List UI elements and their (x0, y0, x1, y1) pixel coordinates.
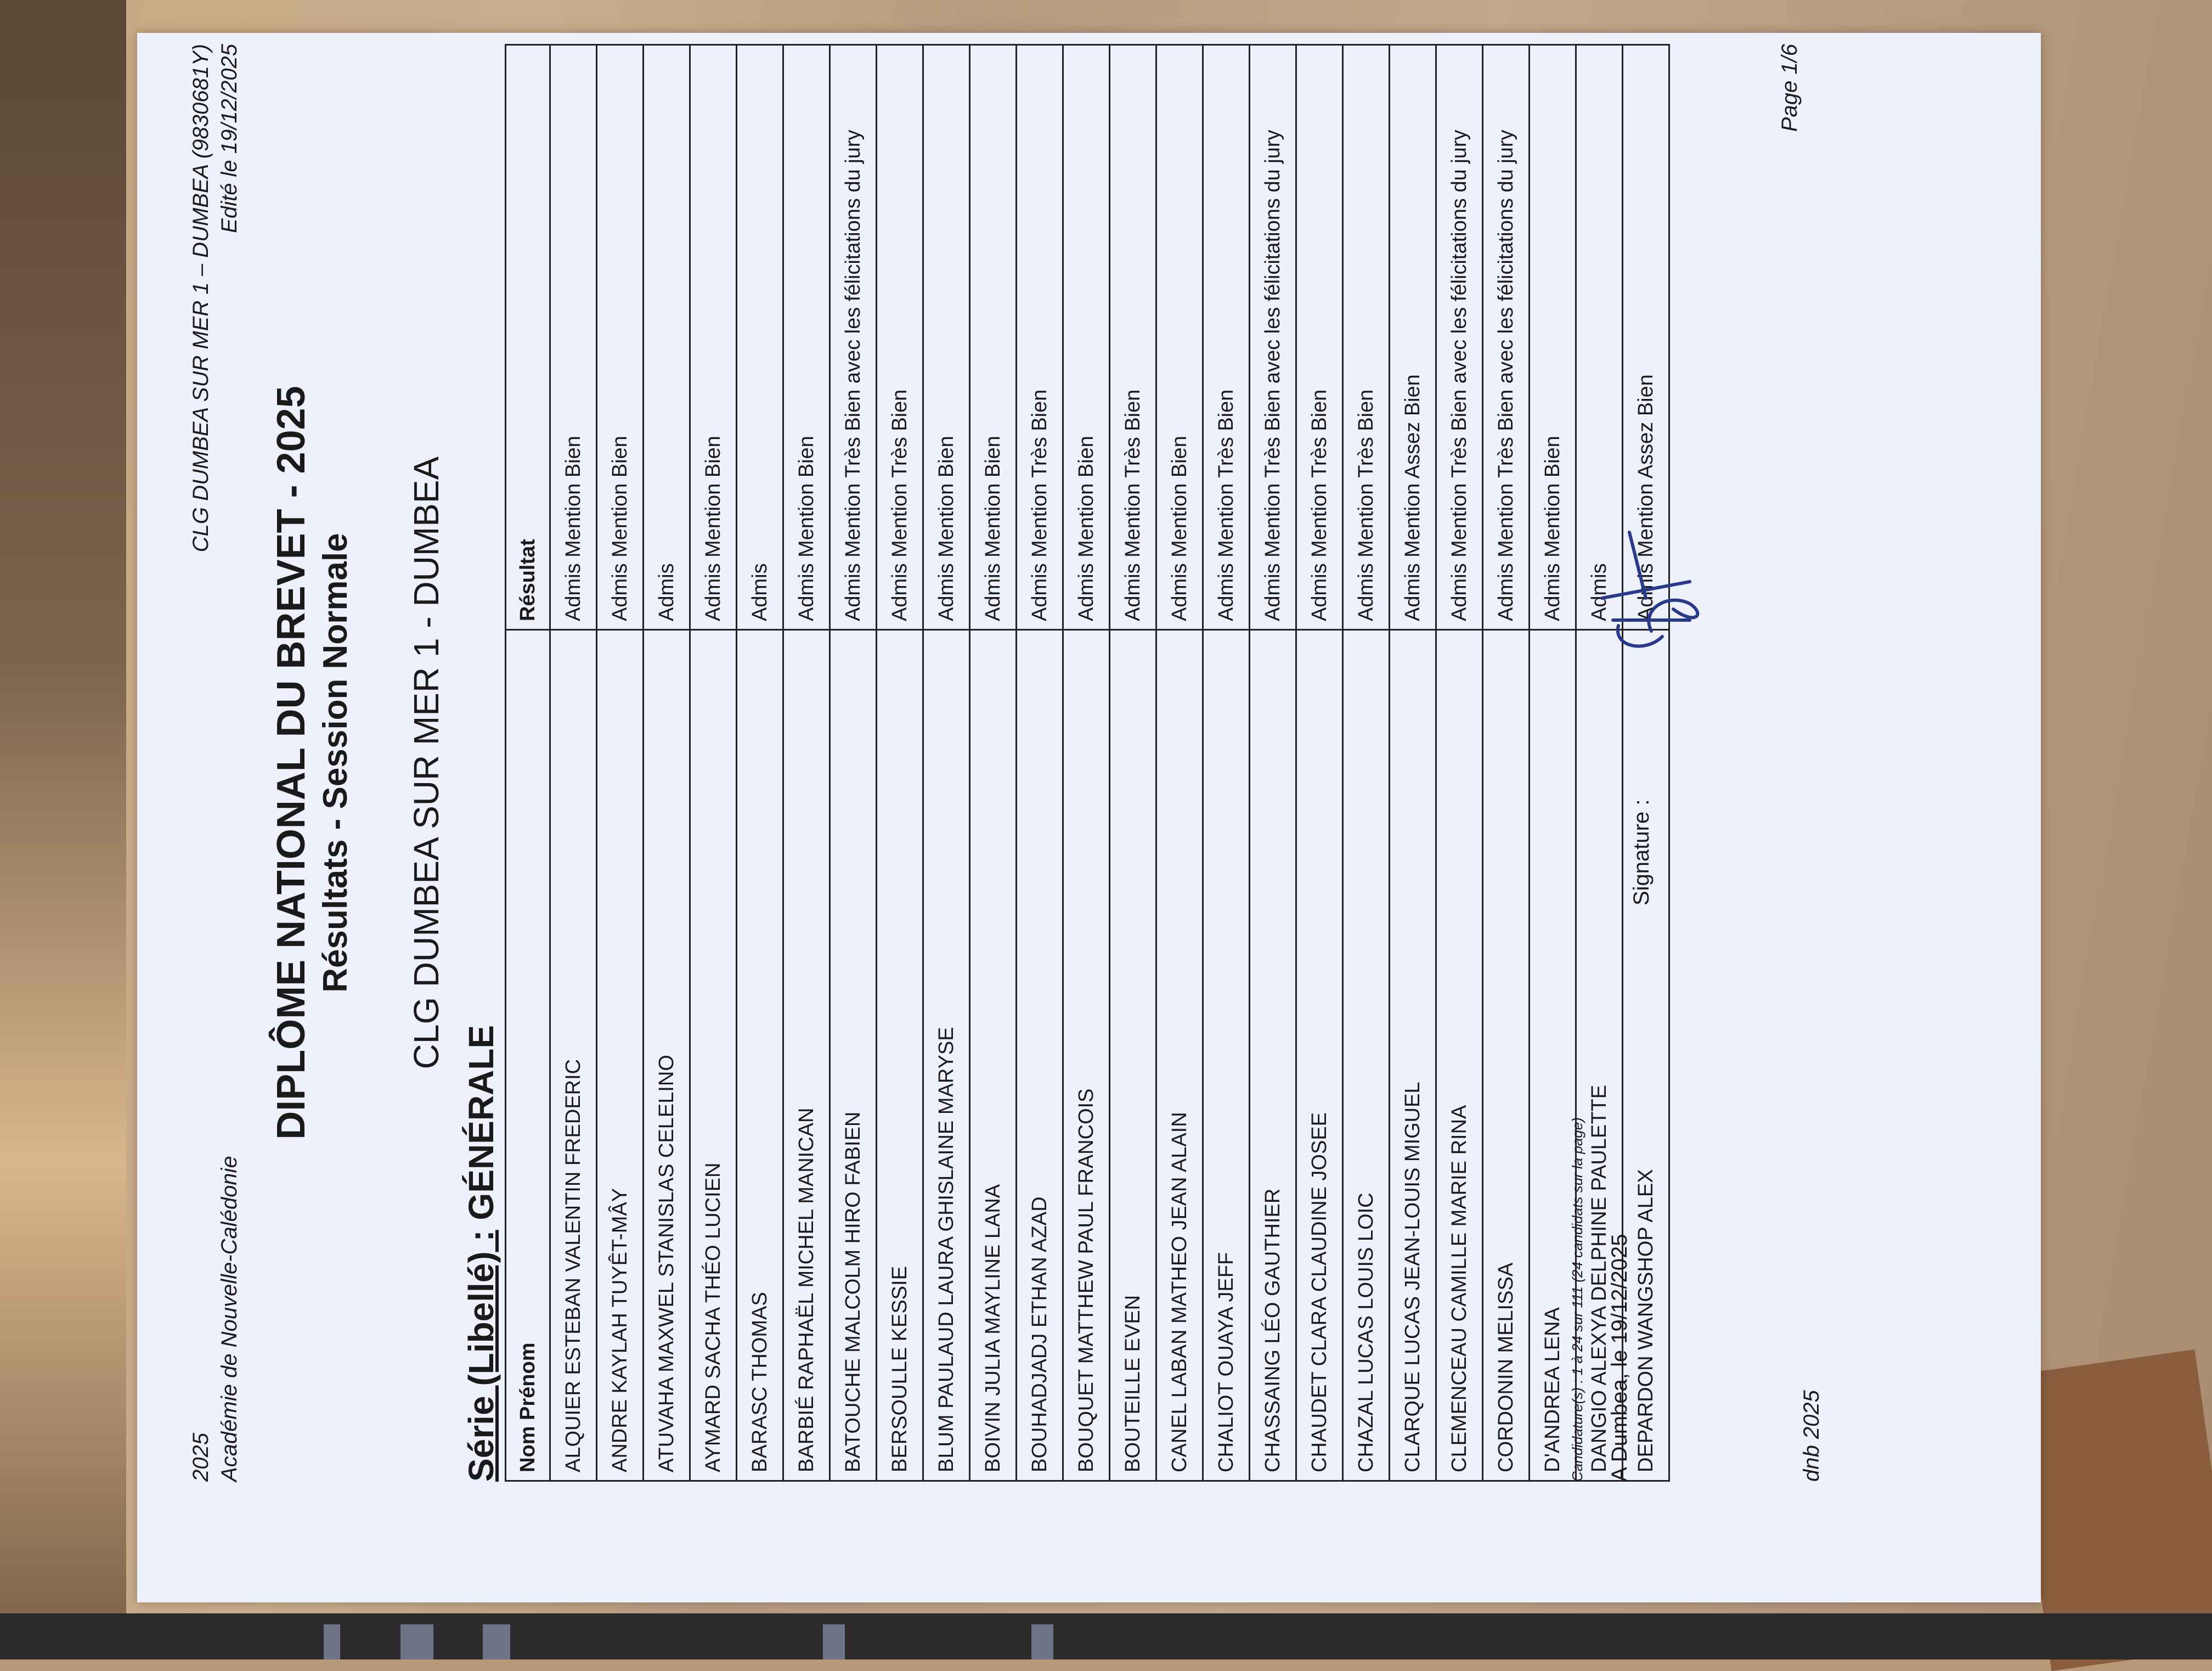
table-row (690, 45, 737, 1481)
table-row (1017, 45, 1063, 1481)
table-row (1436, 45, 1483, 1481)
table-row (1483, 45, 1530, 1481)
header-establishment: CLG DUMBEA SUR MER 1 – DUMBEA (9830681Y) (189, 44, 213, 553)
candidate-result: Admis Mention Assez Bien (1623, 45, 1669, 630)
candidate-result: Admis (644, 45, 690, 630)
signature-label: Signature : (1629, 799, 1654, 905)
header-right (187, 44, 244, 552)
header-year: 2025 (189, 1433, 213, 1482)
candidate-result: Admis Mention Bien (690, 45, 737, 630)
candidate-name: CHASSAING LÉO GAUTHIER (1250, 630, 1296, 1481)
page-subtitle: Résultats - Session Normale (317, 533, 354, 993)
candidate-result: Admis Mention Très Bien avec les félicitations du jury (1250, 45, 1296, 630)
serie-line (461, 1025, 501, 1482)
table-row (923, 45, 970, 1481)
candidate-name: DEPARDON WANGSHOP ALEX (1623, 630, 1669, 1481)
candidate-result: Admis Mention Bien (1530, 45, 1576, 630)
candidate-result: Admis Mention Très Bien (877, 45, 923, 630)
candidate-result: Admis Mention Très Bien (1343, 45, 1390, 630)
candidate-name: BLUM PAULAUD LAURA GHISLAINE MARYSE (923, 630, 970, 1481)
serie-label: Série (Libellé) : (461, 1230, 501, 1482)
candidate-result: Admis Mention Bien (597, 45, 644, 630)
header-left (187, 1156, 244, 1482)
table-row (1390, 45, 1436, 1481)
header-edited: Edité le 19/12/2025 (217, 44, 241, 233)
candidate-result: Admis Mention Bien (1156, 45, 1203, 630)
candidate-result: Admis Mention Très Bien avec les félicitations du jury (830, 45, 877, 630)
document-code: dnb 2025 (1799, 1390, 1824, 1482)
background-tape (0, 0, 126, 1659)
candidate-result: Admis (1576, 45, 1623, 630)
place-date: A Dumbea, le 19/12/2025 (1607, 1234, 1632, 1482)
table-row (597, 45, 644, 1481)
table-row (1250, 45, 1296, 1481)
table-row (783, 45, 830, 1481)
candidate-name: BOIVIN JULIA MAYLINE LANA (970, 630, 1017, 1481)
table-header-row (506, 45, 550, 1481)
candidate-name: CLEMENCEAU CAMILLE MARIE RINA (1436, 630, 1483, 1481)
candidate-result: Admis Mention Très Bien (1017, 45, 1063, 630)
results-table (505, 44, 1670, 1482)
candidate-name: DANGIO ALEXYA DELPHINE PAULETTE (1576, 630, 1623, 1481)
handwritten-signature (1580, 516, 1712, 659)
candidate-result: Admis Mention Très Bien avec les félicitations du jury (1436, 45, 1483, 630)
candidate-result: Admis Mention Bien (970, 45, 1017, 630)
column-header-name: Nom Prénom (506, 630, 550, 1481)
candidate-name: ALQUIER ESTEBAN VALENTIN FREDERIC (550, 630, 597, 1481)
candidate-name: ANDRE KAYLAH TUYÊT-MÂY (597, 630, 644, 1481)
candidate-result: Admis Mention Bien (923, 45, 970, 630)
candidate-result: Admis Mention Très Bien (1110, 45, 1156, 630)
candidate-name: CANEL LABAN MATHEO JEAN ALAIN (1156, 630, 1203, 1481)
table-row (1343, 45, 1390, 1481)
candidate-name: CHAZAL LUCAS LOUIS LOIC (1343, 630, 1390, 1481)
school-name: CLG DUMBEA SUR MER 1 - DUMBEA (407, 456, 446, 1070)
candidate-name: ATUVAHA MAXWEL STANISLAS CELELINO (644, 630, 690, 1481)
candidate-result: Admis Mention Très Bien (1296, 45, 1343, 630)
candidate-result: Admis Mention Assez Bien (1390, 45, 1436, 630)
table-row (1296, 45, 1343, 1481)
table-row (737, 45, 783, 1481)
candidate-name: D'ANDREA LENA (1530, 630, 1576, 1481)
candidate-result: Admis Mention Bien (783, 45, 830, 630)
candidate-name: BERSOULLE KESSIE (877, 630, 923, 1481)
page-number: Page 1/6 (1778, 44, 1802, 132)
candidate-result: Admis Mention Bien (1063, 45, 1110, 630)
table-row (1063, 45, 1110, 1481)
table-row (830, 45, 877, 1481)
candidate-name: AYMARD SACHA THÉO LUCIEN (690, 630, 737, 1481)
candidate-name: CORDONIN MELISSA (1483, 630, 1530, 1481)
table-row (550, 45, 597, 1481)
candidate-name: BARASC THOMAS (737, 630, 783, 1481)
table-row (1203, 45, 1250, 1481)
table-row (1156, 45, 1203, 1481)
table-row (877, 45, 923, 1481)
table-row (644, 45, 690, 1481)
header-academy: Académie de Nouvelle-Calédonie (217, 1156, 241, 1482)
page-title: DIPLÔME NATIONAL DU BREVET - 2025 (269, 386, 313, 1140)
candidate-result: Admis Mention Très Bien avec les félicitations du jury (1483, 45, 1530, 630)
document-content (187, 44, 1832, 1482)
candidate-result: Admis Mention Très Bien (1203, 45, 1250, 630)
candidate-name: BOUTEILLE EVEN (1110, 630, 1156, 1481)
table-row (1110, 45, 1156, 1481)
candidate-name: CHALIOT OUAYA JEFF (1203, 630, 1250, 1481)
candidatures-count: Candidature(s) : 1 à 24 sur 111 (24 candidats sur la page) (1569, 1117, 1585, 1482)
candidate-name: BOUQUET MATTHEW PAUL FRANCOIS (1063, 630, 1110, 1481)
candidate-name: BOUHADJADJ ETHAN AZAD (1017, 630, 1063, 1481)
candidate-name: BATOUCHE MALCOLM HIRO FABIEN (830, 630, 877, 1481)
candidate-name: CLARQUE LUCAS JEAN-LOUIS MIGUEL (1390, 630, 1436, 1481)
candidate-name: BARBIÉ RAPHAËL MICHEL MANICAN (783, 630, 830, 1481)
table-row (970, 45, 1017, 1481)
candidate-result: Admis (737, 45, 783, 630)
candidate-name: CHAUDET CLARA CLAUDINE JOSEE (1296, 630, 1343, 1481)
candidate-result: Admis Mention Bien (550, 45, 597, 630)
serie-value: GÉNÉRALE (461, 1025, 501, 1220)
column-header-result: Résultat (506, 45, 550, 630)
